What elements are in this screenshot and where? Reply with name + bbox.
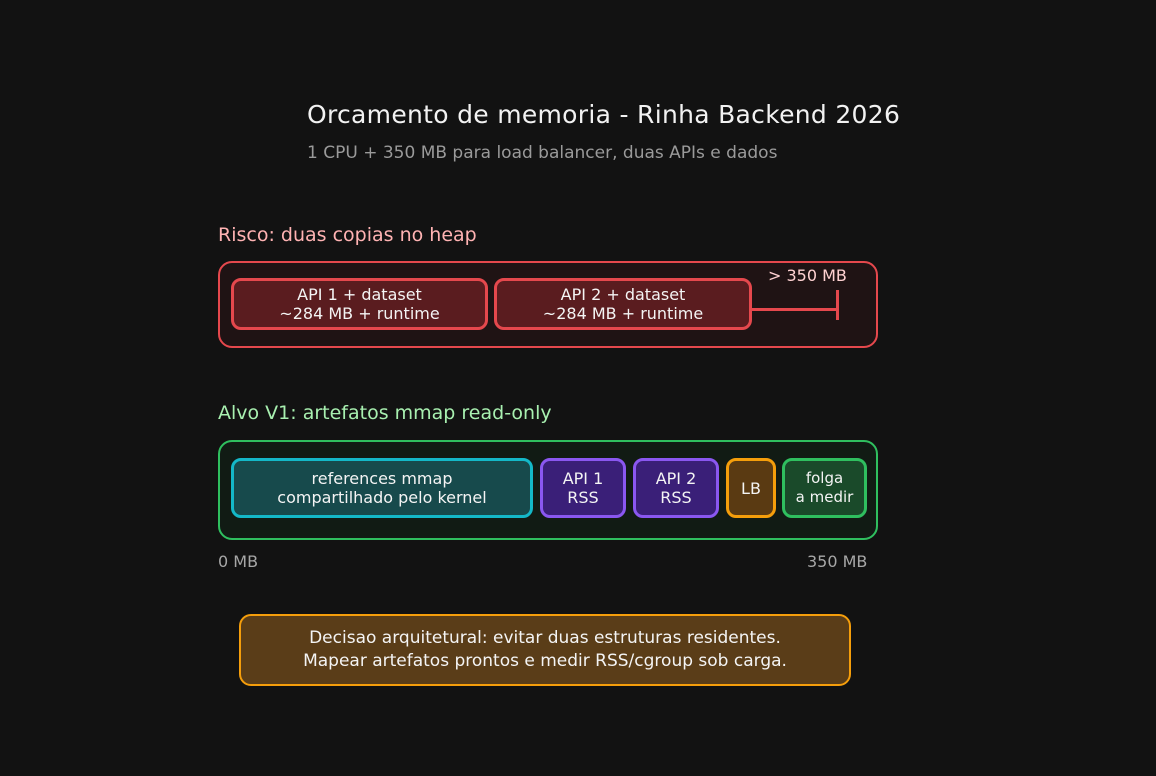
api1-heap-size: ~284 MB + runtime [279,304,440,323]
api2-rss-detail: RSS [660,488,692,507]
page-title: Orcamento de memoria - Rinha Backend 2026 [307,100,901,129]
api1-rss-title: API 1 [562,469,604,488]
lb-title: LB [741,478,761,498]
references-mmap-detail: compartilhado pelo kernel [277,488,487,507]
page-subtitle: 1 CPU + 350 MB para load balancer, duas APIs e dados [307,143,778,163]
limit-marker-tick [836,290,839,320]
api2-heap-block [494,278,752,330]
decision-note [239,614,851,686]
references-mmap-block [231,458,533,518]
api2-rss-title: API 2 [655,469,697,488]
folga-block [782,458,867,518]
api2-rss-block [633,458,719,518]
limit-overflow-line [752,308,839,311]
limit-exceeded-label: > 350 MB [768,266,847,285]
api1-rss-detail: RSS [567,488,599,507]
folga-detail: a medir [795,488,854,506]
references-mmap-title: references mmap [311,469,453,488]
risk-section-label: Risco: duas copias no heap [218,224,477,246]
api1-heap-block [231,278,488,330]
api1-rss-block [540,458,626,518]
axis-end-label: 350 MB [807,552,868,571]
api2-heap-title: API 2 + dataset [560,285,686,304]
decision-line-1: Decisao arquitetural: evitar duas estruturas residentes. [309,628,781,648]
folga-title: folga [805,469,844,487]
api1-heap-title: API 1 + dataset [297,285,422,304]
lb-block [726,458,776,518]
decision-line-2: Mapear artefatos prontos e medir RSS/cgroup sob carga. [303,651,787,671]
axis-start-label: 0 MB [218,552,259,571]
api2-heap-size: ~284 MB + runtime [542,304,704,323]
target-section-label: Alvo V1: artefatos mmap read-only [218,402,552,424]
